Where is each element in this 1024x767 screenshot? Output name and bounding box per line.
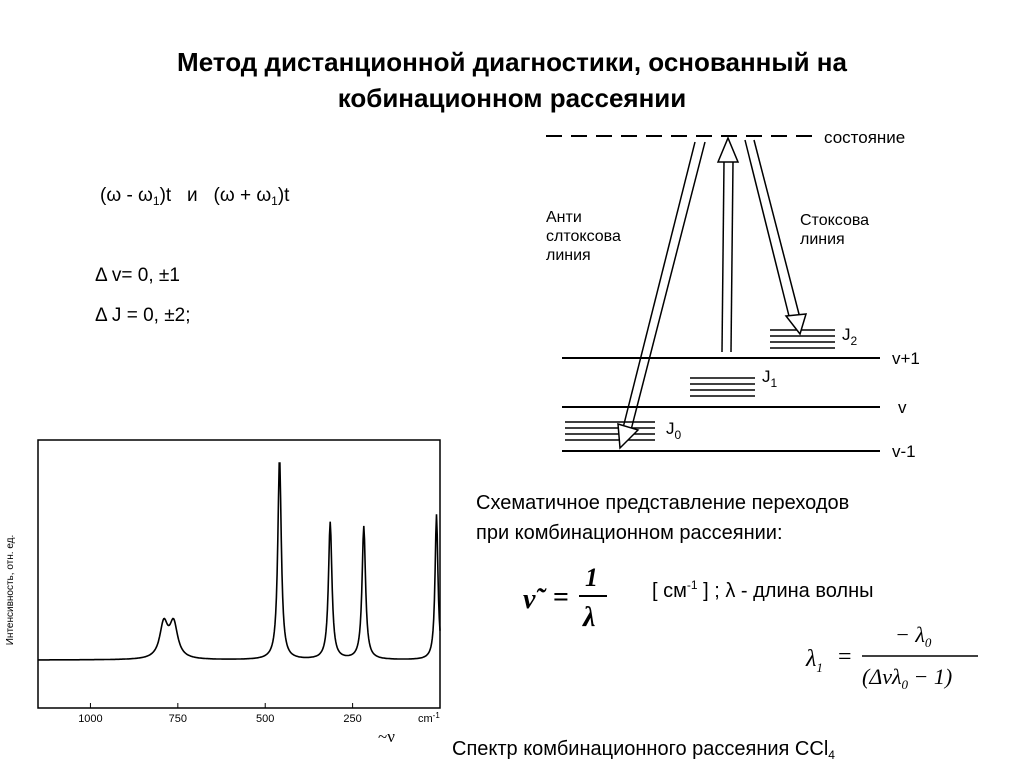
- spectrum-caption-text: Спектр комбинационного рассеяния CCl: [452, 738, 829, 760]
- selection-rule-v: Δ v= 0, ±1: [95, 265, 180, 286]
- x-unit-label: $cm^{-1}$: [418, 711, 440, 725]
- units-line: [652, 578, 874, 603]
- anti-stokes-arrow: [618, 142, 705, 448]
- x-tick-label: 1000: [78, 713, 103, 725]
- j2-label: $J_2$: [842, 325, 858, 348]
- v-label: v: [898, 398, 907, 417]
- spectrum-caption-sub: 4: [828, 748, 835, 762]
- x-tick-label: 750: [168, 713, 188, 725]
- freq-plus-open: (ω + ω: [213, 185, 272, 206]
- fraction-denominator: λ: [583, 602, 596, 633]
- units-open: [ см: [652, 580, 687, 602]
- j1-label: $J_1$: [762, 367, 778, 390]
- transitions-caption-line-2: при комбинационном рассеянии:: [476, 522, 783, 544]
- lambda-lhs: $\lambda_1$: [806, 646, 823, 675]
- x-symbol: ~ν: [378, 727, 395, 746]
- j1-sublevels: [690, 378, 755, 396]
- page-title: [0, 44, 1024, 116]
- lambda-formula: [800, 618, 990, 698]
- chart-frame: [38, 440, 440, 708]
- units-close: ] ; λ - длина волны: [703, 580, 874, 602]
- lambda-equals: =: [838, 644, 852, 670]
- v-plus-1-label: v+1: [892, 349, 920, 368]
- frequency-formula: [100, 185, 289, 208]
- j0-sublevels: [565, 422, 655, 440]
- state-label: состояние: [824, 128, 906, 147]
- stokes-arrow: [745, 140, 806, 334]
- title-line-1: Метод дистанционной диагностики, основанный на: [177, 47, 847, 77]
- selection-rule-j: Δ J = 0, ±2;: [95, 305, 191, 326]
- j2-sublevels: [770, 330, 835, 348]
- spectrum-caption: [452, 738, 835, 762]
- anti-stokes-label-2: слтоксова: [546, 228, 621, 245]
- x-tick-label: 500: [256, 713, 275, 725]
- x-ticks: [78, 703, 362, 725]
- freq-minus-open: (ω - ω: [100, 185, 153, 206]
- raman-spectrum-chart: [0, 430, 460, 750]
- lambda-denominator: (Δνλ$_0$ − 1): [862, 664, 953, 692]
- title-line-2: кобинационном рассеянии: [337, 83, 687, 113]
- v-minus-1-label: v-1: [892, 442, 916, 461]
- freq-minus-sub: 1: [152, 194, 160, 208]
- transitions-caption-line-1: Схематичное представление переходов: [476, 492, 850, 514]
- equals-sign: =: [553, 582, 569, 613]
- energy-level-diagram: [530, 120, 1000, 470]
- freq-minus-close: )t: [159, 185, 172, 206]
- transitions-caption: [476, 488, 849, 548]
- anti-stokes-label-1: Анти: [546, 209, 582, 226]
- freq-plus-sub: 1: [271, 194, 278, 208]
- wavenumber-symbol: ν̃: [523, 584, 536, 615]
- excitation-arrow: [718, 138, 738, 352]
- freq-plus-close: )t: [277, 185, 290, 206]
- stokes-label-2: линия: [800, 231, 845, 248]
- anti-stokes-label-3: линия: [546, 247, 591, 264]
- j0-label: $J_0$: [666, 419, 682, 442]
- y-axis-label: Интенсивность, отн. ед.: [5, 534, 16, 646]
- fraction-numerator: 1: [585, 563, 598, 592]
- x-tick-label: 250: [343, 713, 362, 725]
- stokes-label-1: Стоксова: [800, 212, 870, 229]
- wavenumber-formula: [515, 560, 615, 640]
- lambda-numerator: − $\lambda_0$: [895, 622, 932, 650]
- units-exponent: -1: [686, 578, 698, 592]
- and-word: и: [187, 185, 198, 206]
- spectrum-line: [38, 463, 440, 660]
